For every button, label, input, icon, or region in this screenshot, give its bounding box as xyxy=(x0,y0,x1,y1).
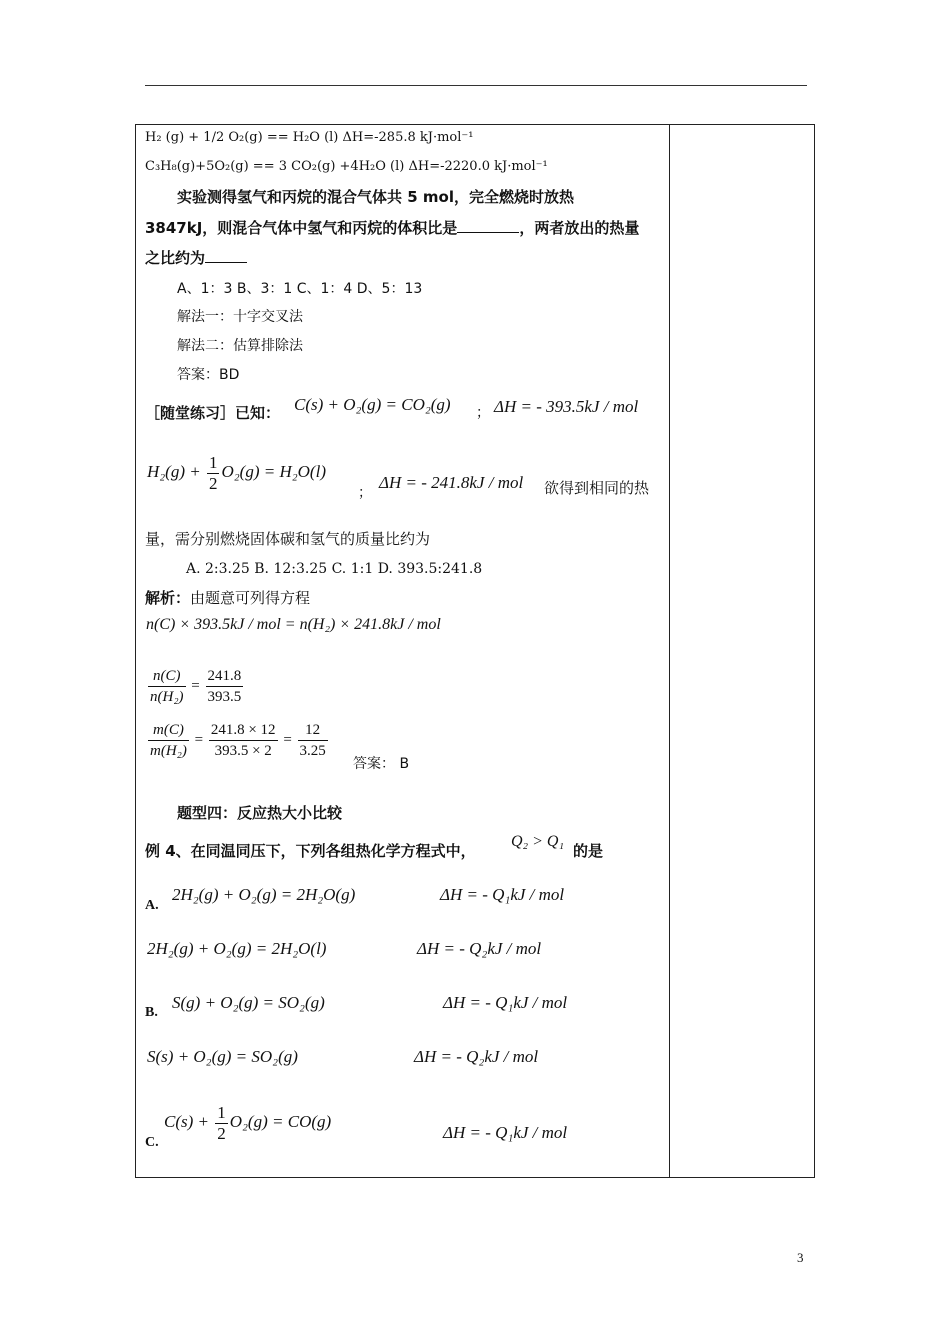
question-line-1: 实验测得氢气和丙烷的混合气体共 5 mol，完全燃烧时放热 xyxy=(177,188,574,206)
example-4-condition: Q₂ > Q₁ xyxy=(511,833,565,850)
mole-ratio-value-numerator: 241.8 xyxy=(206,666,244,687)
practice-line-2: 量，需分别燃烧固体碳和氢气的质量比约为 xyxy=(145,530,431,548)
equation-hydrogen-left: H₂(g) + xyxy=(147,462,205,481)
question-answer: 答案：BD xyxy=(177,367,240,383)
analysis-text: 由题意可列得方程 xyxy=(190,589,311,607)
header-rule xyxy=(145,85,807,86)
option-a-label: A. xyxy=(145,898,159,913)
option-a-equation-1: 2H₂(g) + O₂(g) = 2H₂O(g) xyxy=(172,885,356,904)
fraction-denominator: 2 xyxy=(217,1123,226,1143)
mass-ratio-denominator: m(H₂) xyxy=(150,743,187,759)
option-b-enthalpy-2: ΔH = - Q₂kJ / mol xyxy=(414,1047,539,1066)
practice-options: A. 2:3.25 B. 12:3.25 C. 1:1 D. 393.5:241.8 xyxy=(186,561,483,577)
mass-ratio-step xyxy=(209,720,278,761)
practice-label: ［随堂练习］已知： xyxy=(145,404,281,422)
question-line-3-text: 之比约为 xyxy=(145,249,206,267)
option-c-label: C. xyxy=(145,1135,159,1150)
table-column-divider xyxy=(669,124,670,1178)
fraction-one-half xyxy=(207,453,220,494)
question-line-3 xyxy=(145,248,247,267)
mass-ratio-fraction xyxy=(148,720,189,761)
fraction-numerator: 1 xyxy=(217,1102,226,1122)
equals-sign: = xyxy=(191,677,200,694)
mass-ratio-step-numerator: 241.8 × 12 xyxy=(209,720,278,741)
question-options: A、1：3 B、3：1 C、1：4 D、5：13 xyxy=(177,281,423,297)
fraction-numerator: 1 xyxy=(208,452,218,472)
analysis-mass-ratio xyxy=(146,720,330,761)
question-line-2 xyxy=(145,218,639,237)
mass-ratio-result xyxy=(298,720,328,761)
mole-ratio-denominator: n(H₂) xyxy=(150,689,184,705)
page-number: 3 xyxy=(797,1250,804,1265)
option-c-equation-right: O₂(g) = CO(g) xyxy=(229,1112,332,1131)
solution-method-1: 解法一：十字交叉法 xyxy=(177,309,303,325)
answer-blank-heat-ratio xyxy=(205,248,247,263)
equation-h2-combustion: H₂ (g) + 1/2 O₂(g) == H₂O (l) ΔH=-285.8 kJ·mol⁻¹ xyxy=(145,130,474,145)
option-c-equation-left: C(s) + xyxy=(164,1112,214,1131)
option-c-enthalpy-1: ΔH = - Q₁kJ / mol xyxy=(443,1123,568,1142)
solution-method-2: 解法二：估算排除法 xyxy=(177,338,303,354)
question-line-2-end: ，两者放出的热量 xyxy=(519,219,640,237)
example-4-suffix: 的是 xyxy=(573,842,604,860)
separator-2: ； xyxy=(358,485,372,501)
example-4-prefix: 例 4、在同温同压下，下列各组热化学方程式中， xyxy=(145,842,476,860)
option-b-equation-2: S(s) + O₂(g) = SO₂(g) xyxy=(147,1047,298,1066)
analysis-label: 解析： xyxy=(145,589,191,607)
option-a-enthalpy-2: ΔH = - Q₂kJ / mol xyxy=(417,939,542,958)
equals-sign: = xyxy=(283,731,292,748)
option-a-enthalpy-1: ΔH = - Q₁kJ / mol xyxy=(440,885,565,904)
mole-ratio-value xyxy=(206,666,244,707)
analysis-line xyxy=(145,589,310,607)
enthalpy-hydrogen: ΔH = - 241.8kJ / mol xyxy=(379,473,524,492)
fraction-denominator: 2 xyxy=(208,473,218,493)
analysis-mole-ratio xyxy=(146,666,245,707)
equation-hydrogen-right: O₂(g) = H₂O(l) xyxy=(221,462,326,481)
analysis-answer: 答案： B xyxy=(353,756,410,772)
mass-ratio-result-denominator: 3.25 xyxy=(299,743,326,759)
question-line-2-start: 3847kJ，则混合气体中氢气和丙烷的体积比是 xyxy=(145,219,458,237)
separator-1: ； xyxy=(476,405,490,421)
section-heading-type-4: 题型四：反应热大小比较 xyxy=(177,804,343,822)
mole-ratio-numerator: n(C) xyxy=(148,666,186,687)
option-b-enthalpy-1: ΔH = - Q₁kJ / mol xyxy=(443,993,568,1012)
option-b-equation-1: S(g) + O₂(g) = SO₂(g) xyxy=(172,993,325,1012)
equation-carbon-combustion: C(s) + O₂(g) = CO₂(g) xyxy=(294,395,451,414)
enthalpy-carbon: ΔH = - 393.5kJ / mol xyxy=(494,397,639,416)
mole-ratio-value-denominator: 393.5 xyxy=(207,689,242,705)
option-c-equation-1 xyxy=(164,1100,331,1144)
fraction-one-half xyxy=(215,1103,228,1144)
mole-ratio-fraction xyxy=(148,666,186,707)
option-b-label: B. xyxy=(145,1005,158,1020)
analysis-equation: n(C) × 393.5kJ / mol = n(H₂) × 241.8kJ / mol xyxy=(146,616,441,633)
equals-sign: = xyxy=(194,731,204,748)
equation-propane-combustion: C₃H₈(g)+5O₂(g) == 3 CO₂(g) +4H₂O (l) ΔH=-2220.0 kJ·mol⁻¹ xyxy=(145,159,548,174)
mass-ratio-result-numerator: 12 xyxy=(298,720,328,741)
mass-ratio-numerator: m(C) xyxy=(148,720,189,741)
equation-hydrogen-combustion xyxy=(147,450,326,494)
mass-ratio-step-denominator: 393.5 × 2 xyxy=(214,743,272,759)
answer-blank-volume-ratio xyxy=(457,218,519,233)
practice-text-tail: 欲得到相同的热 xyxy=(544,479,650,497)
option-a-equation-2: 2H₂(g) + O₂(g) = 2H₂O(l) xyxy=(147,939,327,958)
